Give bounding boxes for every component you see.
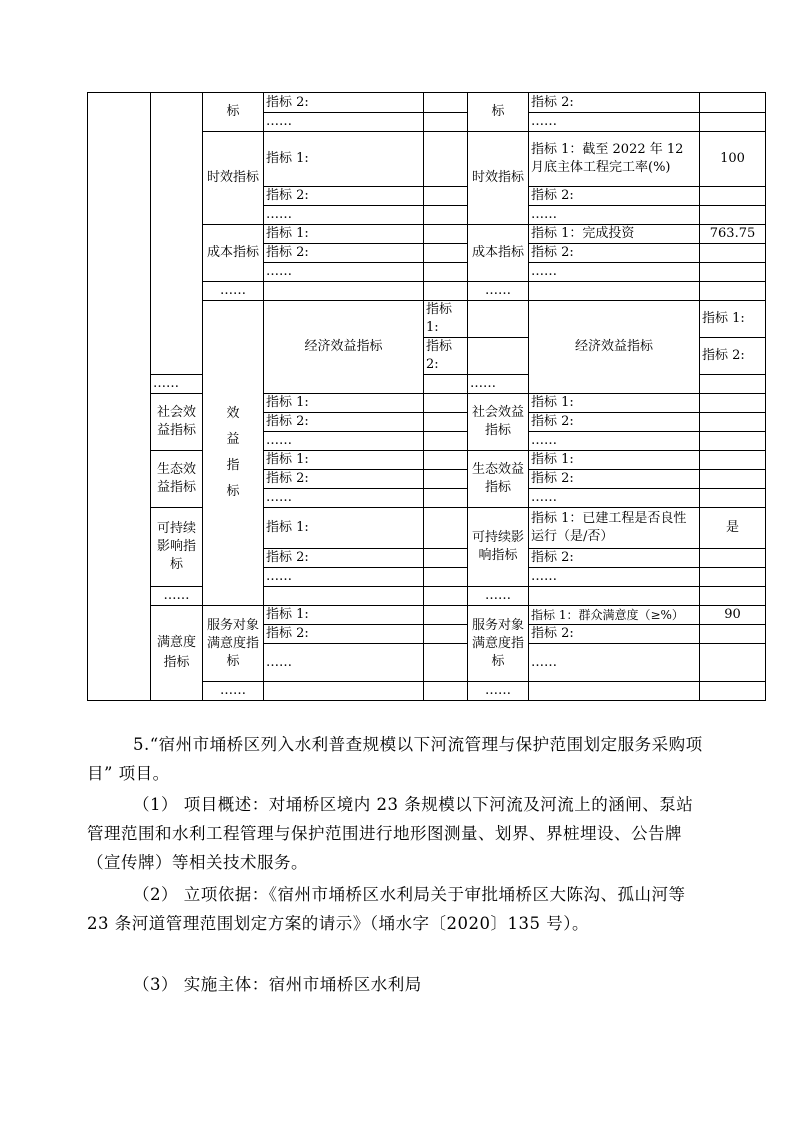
empty-cell xyxy=(424,113,468,132)
empty-cell xyxy=(700,644,766,682)
empty-cell xyxy=(264,682,424,701)
empty-cell xyxy=(424,470,468,489)
timeliness-indicator-name-left: 时效指标 xyxy=(203,132,264,225)
empty-cell xyxy=(700,470,766,489)
empty-cell xyxy=(529,682,700,701)
quality-item-more-right: …… xyxy=(529,113,700,132)
timeliness-item-1-right: 指标 1：截至 2022 年 12 月底主体工程完工率(%) xyxy=(529,132,700,187)
cost-item-1-left: 指标 1: xyxy=(264,225,424,244)
empty-cell xyxy=(700,375,766,394)
social-indicator-name-right: 社会效益指标 xyxy=(468,394,529,451)
empty-cell xyxy=(424,187,468,206)
satisfaction-category-cell xyxy=(151,606,203,701)
service-value-1-right: 90 xyxy=(700,606,766,625)
empty-cell xyxy=(424,606,468,625)
empty-cell xyxy=(700,263,766,282)
empty-cell xyxy=(700,451,766,470)
empty-cell xyxy=(424,625,468,644)
empty-cell xyxy=(424,225,468,244)
economic-item-1-right: 指标 1: xyxy=(700,301,766,338)
cost-item-2-left: 指标 2: xyxy=(264,244,424,263)
cost-item-more-right: …… xyxy=(529,263,700,282)
service-item-1-left: 指标 1: xyxy=(264,606,424,625)
economic-indicator-name-right: 经济效益指标 xyxy=(529,301,700,394)
empty-cell xyxy=(424,132,468,187)
empty-cell xyxy=(424,244,468,263)
empty-cell xyxy=(700,413,766,432)
empty-cell xyxy=(700,244,766,263)
timeliness-item-2-left: 指标 2: xyxy=(264,187,424,206)
economic-item-2-left: 指标 2: xyxy=(424,338,468,375)
empty-cell xyxy=(700,113,766,132)
empty-cell xyxy=(700,187,766,206)
empty-cell xyxy=(424,413,468,432)
empty-cell xyxy=(424,568,468,587)
output-more-left: …… xyxy=(203,282,264,301)
service-indicator-name-left: 服务对象满意度指标 xyxy=(203,606,264,682)
cost-item-more-left: …… xyxy=(264,263,424,282)
empty-cell xyxy=(529,282,700,301)
empty-cell xyxy=(424,282,468,301)
empty-cell xyxy=(424,206,468,225)
cost-value-1-right: 763.75 xyxy=(700,225,766,244)
economic-item-1-left: 指标 1: xyxy=(424,301,468,338)
sustainable-item-1-right: 指标 1：已建工程是否良性运行（是/否） xyxy=(529,508,700,549)
benefit-more-left: …… xyxy=(151,587,203,606)
economic-item-2-right: 指标 2: xyxy=(700,338,766,375)
cost-item-2-right: 指标 2: xyxy=(529,244,700,263)
empty-cell xyxy=(700,206,766,225)
ecological-indicator-name-right: 生态效益指标 xyxy=(468,451,529,508)
social-indicator-name-left: 社会效益指标 xyxy=(151,394,203,451)
sustainable-indicator-name-right: 可持续影响指标 xyxy=(468,508,529,587)
ecological-item-more-left: …… xyxy=(264,489,424,508)
timeliness-item-1-left: 指标 1: xyxy=(264,132,424,187)
empty-cell xyxy=(700,282,766,301)
economic-indicator-name-left: 经济效益指标 xyxy=(264,301,424,394)
empty-cell xyxy=(264,587,424,606)
ecological-item-1-left: 指标 1: xyxy=(264,451,424,470)
sustainable-item-more-left: …… xyxy=(264,568,424,587)
social-item-more-left: …… xyxy=(264,432,424,451)
timeliness-item-more-left: …… xyxy=(264,206,424,225)
service-item-2-left: 指标 2: xyxy=(264,625,424,644)
quality-value-2-right xyxy=(700,93,766,113)
service-item-1-right: 指标 1：群众满意度（≥%） xyxy=(529,606,700,625)
quality-indicator-name-right: 标 xyxy=(468,93,529,132)
first-level-indicator-cell xyxy=(88,93,151,701)
satisfaction-category-label: 满意度指标 xyxy=(156,635,196,670)
paragraph-project-5-title: 5.“宿州市埇桥区列入水利普查规模以下河流管理与保护范围划定服务采购项目” 项目。 xyxy=(87,735,703,783)
sustainable-value-1-right: 是 xyxy=(700,508,766,549)
empty-cell xyxy=(424,489,468,508)
empty-cell xyxy=(700,432,766,451)
social-item-more-right: …… xyxy=(529,432,700,451)
sustainable-indicator-name-left: 可持续影响指标 xyxy=(151,508,203,587)
empty-cell xyxy=(700,587,766,606)
quality-indicator-name-left: 标 xyxy=(203,93,264,132)
social-item-1-left: 指标 1: xyxy=(264,394,424,413)
ecological-item-1-right: 指标 1: xyxy=(529,451,700,470)
ecological-item-more-right: …… xyxy=(529,489,700,508)
satisfaction-more-left: …… xyxy=(203,682,264,701)
ecological-item-2-right: 指标 2: xyxy=(529,470,700,489)
timeliness-item-2-right: 指标 2: xyxy=(529,187,700,206)
service-item-2-right: 指标 2: xyxy=(529,625,700,644)
social-item-2-left: 指标 2: xyxy=(264,413,424,432)
empty-cell xyxy=(264,282,424,301)
service-item-more-left: …… xyxy=(264,644,424,682)
performance-indicator-table xyxy=(87,92,766,701)
empty-cell xyxy=(424,587,468,606)
empty-cell xyxy=(529,587,700,606)
cost-indicator-name-right: 成本指标 xyxy=(468,225,529,282)
economic-item-more-left: …… xyxy=(151,375,203,394)
service-indicator-name-right: 服务对象满意度指标 xyxy=(468,606,529,682)
ecological-item-2-left: 指标 2: xyxy=(264,470,424,489)
output-more-right: …… xyxy=(468,282,529,301)
empty-cell xyxy=(424,432,468,451)
empty-cell xyxy=(424,451,468,470)
timeliness-value-1-right: 100 xyxy=(700,132,766,187)
empty-cell xyxy=(424,644,468,682)
quality-item-2-left: 指标 2: xyxy=(264,93,424,113)
quality-item-2-right: 指标 2: xyxy=(529,93,700,113)
benefit-category-label: 效益指标 xyxy=(226,406,240,499)
cost-item-1-right: 指标 1：完成投资 xyxy=(529,225,700,244)
social-item-1-right: 指标 1: xyxy=(529,394,700,413)
quality-item-more-left: …… xyxy=(264,113,424,132)
empty-cell xyxy=(700,549,766,568)
satisfaction-more-right: …… xyxy=(468,682,529,701)
sustainable-item-2-left: 指标 2: xyxy=(264,549,424,568)
empty-cell xyxy=(700,568,766,587)
quality-value-2-left xyxy=(424,93,468,113)
ecological-indicator-name-left: 生态效益指标 xyxy=(151,451,203,508)
empty-cell xyxy=(700,394,766,413)
benefit-more-right: …… xyxy=(468,587,529,606)
empty-cell xyxy=(468,301,529,338)
benefit-category-cell xyxy=(203,301,264,606)
sustainable-item-1-left: 指标 1: xyxy=(264,508,424,549)
sustainable-item-2-right: 指标 2: xyxy=(529,549,700,568)
sustainable-item-more-right: …… xyxy=(529,568,700,587)
empty-cell xyxy=(424,375,468,394)
paragraph-project-overview: （1） 项目概述：对埇桥区境内 23 条规模以下河流及河流上的涵闸、泵站管理范围和水利工程管理与保护范围进行地形图测量、划界、界桩埋设、公告牌（宣传牌）等相关技术服务。 xyxy=(87,795,694,872)
social-item-2-right: 指标 2: xyxy=(529,413,700,432)
cost-indicator-name-left: 成本指标 xyxy=(203,225,264,282)
empty-cell xyxy=(424,508,468,549)
paragraph-implementing-entity: （3） 实施主体：宿州市埇桥区水利局 xyxy=(133,975,422,994)
timeliness-item-more-right: …… xyxy=(529,206,700,225)
output-indicator-cell xyxy=(151,93,203,375)
empty-cell xyxy=(468,338,529,375)
empty-cell xyxy=(424,263,468,282)
paragraph-project-basis: （2） 立项依据：《宿州市埇桥区水利局关于审批埇桥区大陈沟、孤山河等 23 条河道管理范围划定方案的请示》（埇水字〔2020〕135 号）。 xyxy=(87,885,686,933)
empty-cell xyxy=(424,549,468,568)
economic-item-more-right: …… xyxy=(468,375,529,394)
empty-cell xyxy=(700,625,766,644)
service-item-more-right: …… xyxy=(529,644,700,682)
empty-cell xyxy=(700,682,766,701)
empty-cell xyxy=(424,682,468,701)
empty-cell xyxy=(700,489,766,508)
empty-cell xyxy=(424,394,468,413)
timeliness-indicator-name-right: 时效指标 xyxy=(468,132,529,225)
